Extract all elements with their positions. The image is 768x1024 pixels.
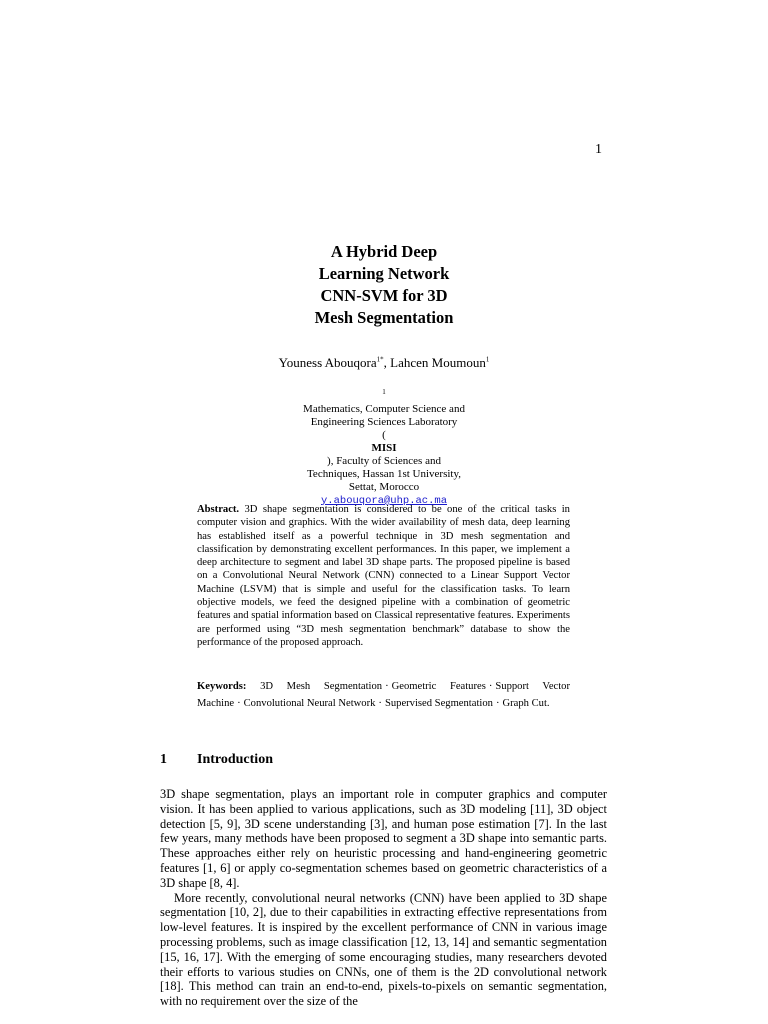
keyword-separator: · [237,697,241,709]
keyword-separator: · [488,681,493,692]
abstract [197,503,570,649]
abstract-label: Abstract. [197,504,240,515]
title-line: Learning Network [318,264,450,283]
affiliation-line: Settat, Morocco [348,480,420,493]
affiliation-line: Techniques, Hassan 1st University, [306,467,462,480]
section-title: Introduction [197,752,273,767]
author-list [200,355,568,371]
affiliation-line: Engineering Sciences Laboratory [310,415,458,428]
keywords-label: Keywords: [197,681,247,692]
affiliation-block [234,386,534,508]
author-separator: , [383,355,391,370]
keyword: 3D Mesh Segmentation [260,681,383,692]
keyword-separator: · [495,697,500,709]
section-heading [160,752,273,768]
affiliation-line [234,429,534,468]
keyword: Supervised Segmentation [384,697,493,709]
affiliation-text: Mathematics, Computer Science and [303,402,465,415]
keyword-separator: · [378,697,382,709]
paragraph: 3D shape segmentation, plays an important role in computer graphics and computer vision. It has been applied to various applications, such as 3D modeling [11], 3D object detection [5, 9], 3D scene understanding [3], and human pose estimation [7]. In the last few years, many methods have been proposed to segment a 3D shape into semantic parts. These approaches either rely on heuristic processing and hand-engineering geometric features [1, 6] or apply co-segmentation schemes based on geometric characteristics of a 3D shape [8, 4]. [160,787,607,890]
lab-acronym: MISI [371,441,397,454]
affiliation-line [234,386,534,416]
affiliation-text: ), Faculty of Sciences and [327,454,441,467]
author-name: Youness Abouqora [278,355,377,370]
introduction-body [160,787,607,1009]
affiliation-superscript: 1 [382,388,386,396]
section-number: 1 [160,752,167,767]
paragraph: More recently, convolutional neural networks (CNN) have been applied to 3D shape segmentation [10, 2], due to their capabilities in extracting effective representations from low-level features. It is inspired by the excellent performance of CNN in various image processing problems, such as image classification [12, 13, 14] and semantic segmentation [15, 16, 17]. With the emerging of some encouraging studies, many researchers devoted their efforts to various studies on CNNs, one of them is the 2D convolutional network [18]. This method can train an end-to-end, pixels-to-pixels on semantic segmentation, with no requirement over the size of the [160,890,607,1009]
keyword: Geometric Features [391,681,486,692]
affiliation-text: ( [382,428,386,441]
keyword: Convolutional Neural Network [243,697,376,709]
keyword: Graph Cut. [502,697,550,709]
paper-title [234,241,534,329]
abstract-text: 3D shape segmentation is considered to be one of the critical tasks in computer vision and graphics. With the wider availability of mesh data, deep learning has established itself as a powerful technique in 3D mesh segmentation and classification by demonstrating excellent performances. In this paper, we implement a deep architecture to segment and label 3D shape parts. The proposed pipeline is based on a Convolutional Neural Network (CNN) connected to a Linear Support Vector Machine (LSVM) that is simple and useful for the classification tasks. To learn objective models, we feed the designed pipeline with a combination of geometric features and spatial information based on Classical representative features. Experiments are performed using “3D mesh segmentation benchmark” database to show the performance of the proposed approach. [197,504,570,648]
keywords [197,679,570,712]
author-superscript: 1* [376,355,384,364]
title-line: A Hybrid Deep [330,242,438,261]
keyword-separator: · [385,681,389,692]
keyword: Support Vector Machine [197,681,571,709]
title-line: Mesh Segmentation [314,308,454,327]
author-name: Lahcen Moumoun [390,355,486,370]
page-number: 1 [595,142,602,157]
title-line: CNN-SVM for 3D [320,286,448,305]
author-superscript: 1 [485,355,490,364]
email-link[interactable]: y.abouqora@uhp.ac.ma [320,494,448,507]
